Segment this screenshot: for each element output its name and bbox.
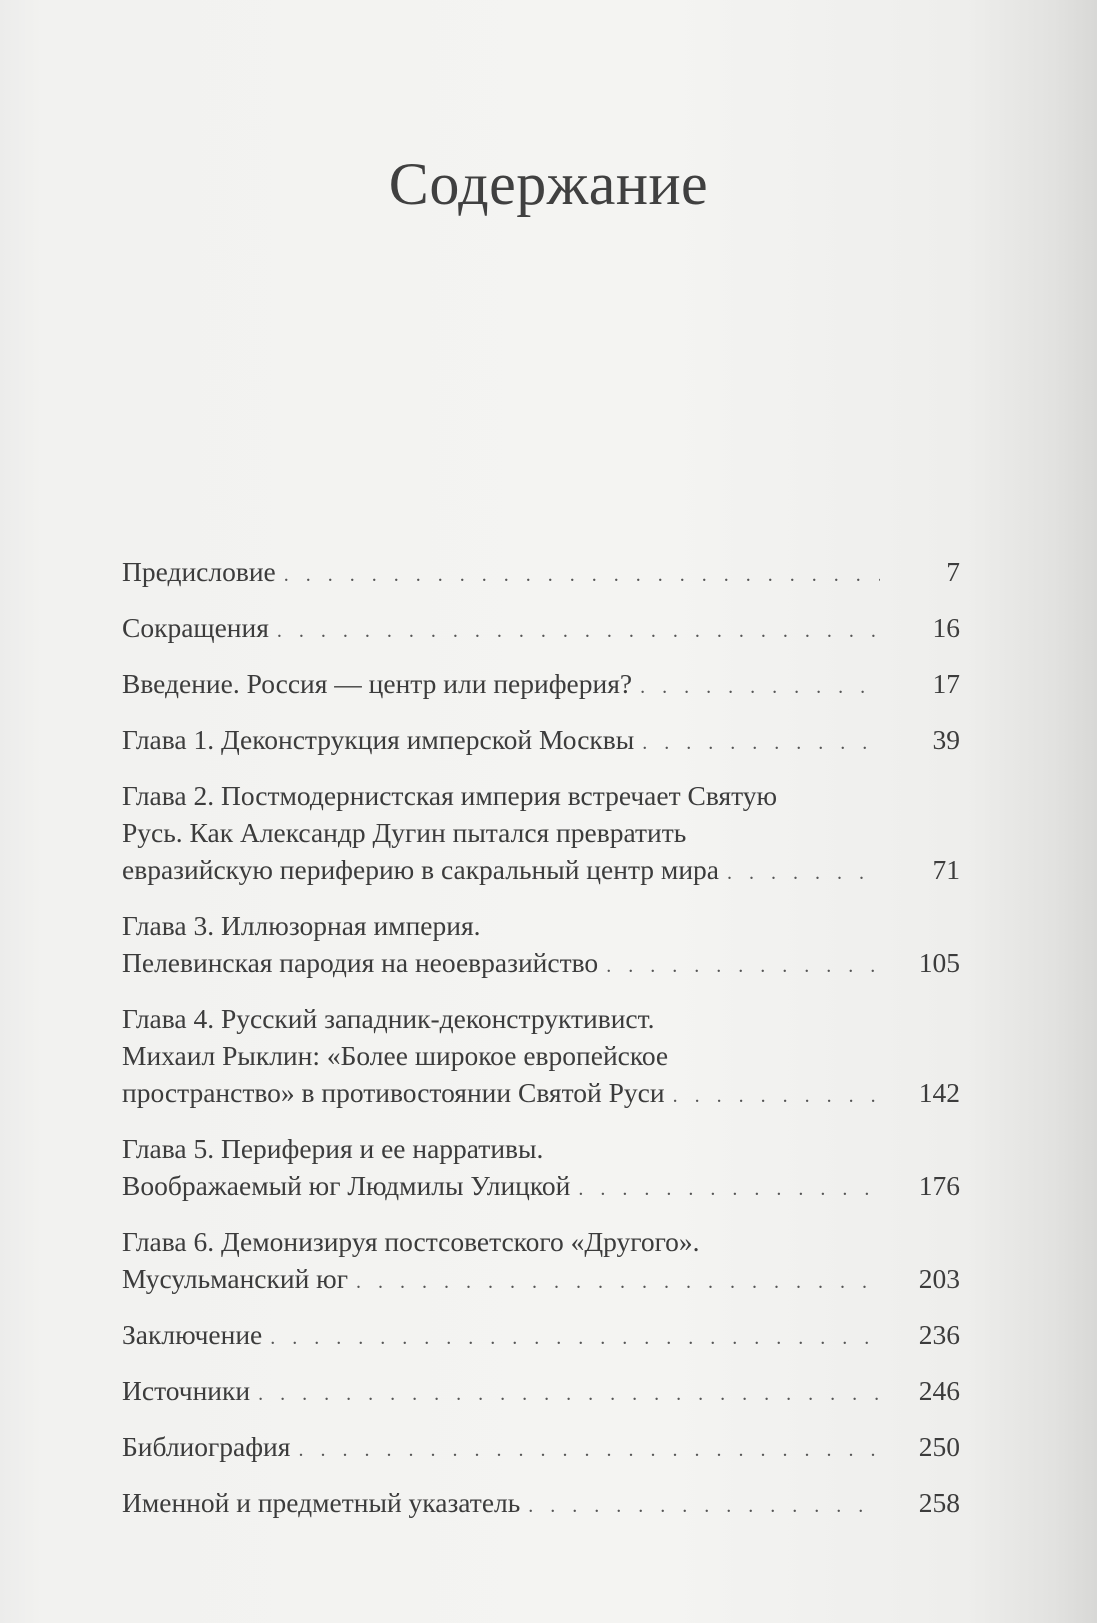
dot-leader bbox=[642, 725, 880, 762]
page-title: Содержание bbox=[388, 151, 709, 217]
toc-entry-title: Заключение bbox=[122, 1319, 263, 1350]
dot-leader bbox=[258, 1376, 880, 1413]
toc-page-number: 71 bbox=[932, 854, 960, 885]
toc-entry-title: Предисловие bbox=[122, 556, 276, 587]
toc-entry-chapter-5[interactable] bbox=[122, 1130, 960, 1208]
dot-leader bbox=[578, 1171, 880, 1208]
dot-leader bbox=[284, 557, 880, 594]
toc-page-number: 176 bbox=[918, 1170, 960, 1201]
toc-entry-title: Глава 1. Деконструкция имперской Москвы bbox=[122, 724, 635, 755]
toc-page-number: 142 bbox=[918, 1077, 960, 1108]
toc-page-number: 246 bbox=[918, 1375, 960, 1406]
toc-entry-chapter-2[interactable] bbox=[122, 777, 960, 892]
table-of-contents bbox=[122, 553, 960, 1540]
toc-entry-introduction[interactable] bbox=[122, 665, 960, 706]
toc-entry-chapter-6[interactable] bbox=[122, 1223, 960, 1301]
toc-page-number: 203 bbox=[918, 1263, 960, 1294]
toc-entry-title: Источники bbox=[122, 1375, 251, 1406]
toc-entry-title-line: Глава 5. Периферия и ее нарративы. bbox=[122, 1133, 544, 1164]
toc-entry-title: Библиография bbox=[122, 1431, 291, 1462]
toc-entry-abbreviations[interactable] bbox=[122, 609, 960, 650]
toc-entry-title-line: пространство» в противостоянии Святой Руси bbox=[122, 1077, 665, 1108]
toc-entry-chapter-3[interactable] bbox=[122, 907, 960, 985]
dot-leader bbox=[727, 855, 880, 892]
toc-entry-title-line: евразийскую периферию в сакральный центр мира bbox=[122, 854, 719, 885]
toc-entry-bibliography[interactable] bbox=[122, 1428, 960, 1469]
toc-entry-title-line: Михаил Рыклин: «Более широкое европейское bbox=[122, 1040, 669, 1071]
toc-entry-title-line: Пелевинская пародия на неоевразийство bbox=[122, 947, 599, 978]
toc-page-number: 250 bbox=[918, 1431, 960, 1462]
toc-entry-title-line: Русь. Как Александр Дугин пытался превратить bbox=[122, 817, 687, 848]
toc-entry-title-line: Мусульманский юг bbox=[122, 1263, 349, 1294]
toc-entry-title-line: Глава 3. Иллюзорная империя. bbox=[122, 910, 481, 941]
toc-entry-title-line: Глава 4. Русский западник-деконструктивист. bbox=[122, 1003, 655, 1034]
dot-leader bbox=[528, 1488, 880, 1525]
dot-leader bbox=[270, 1320, 880, 1357]
dot-leader bbox=[277, 613, 880, 650]
toc-entry-index[interactable] bbox=[122, 1484, 960, 1525]
toc-entry-conclusion[interactable] bbox=[122, 1316, 960, 1357]
toc-entry-chapter-4[interactable] bbox=[122, 1000, 960, 1115]
dot-leader bbox=[640, 669, 880, 706]
toc-entry-title: Сокращения bbox=[122, 612, 269, 643]
toc-entry-preface[interactable] bbox=[122, 553, 960, 594]
toc-entry-sources[interactable] bbox=[122, 1372, 960, 1413]
toc-page-number: 39 bbox=[932, 724, 960, 755]
toc-entry-title: Именной и предметный указатель bbox=[122, 1487, 521, 1518]
toc-page-number: 7 bbox=[946, 556, 960, 587]
toc-page-number: 258 bbox=[918, 1487, 960, 1518]
toc-entry-title: Введение. Россия — центр или периферия? bbox=[122, 668, 633, 699]
toc-entry-chapter-1[interactable] bbox=[122, 721, 960, 762]
toc-page-number: 105 bbox=[918, 947, 960, 978]
toc-entry-title-line: Глава 6. Демонизируя постсоветского «Другого». bbox=[122, 1226, 700, 1257]
dot-leader bbox=[298, 1432, 880, 1469]
toc-entry-title-line: Воображаемый юг Людмилы Улицкой bbox=[122, 1170, 571, 1201]
dot-leader bbox=[673, 1078, 880, 1115]
dot-leader bbox=[356, 1264, 880, 1301]
toc-page-number: 16 bbox=[932, 612, 960, 643]
toc-entry-title-line: Глава 2. Постмодернистская империя встречает Святую bbox=[122, 780, 778, 811]
dot-leader bbox=[606, 948, 880, 985]
toc-page-number: 17 bbox=[932, 668, 960, 699]
toc-page-number: 236 bbox=[918, 1319, 960, 1350]
